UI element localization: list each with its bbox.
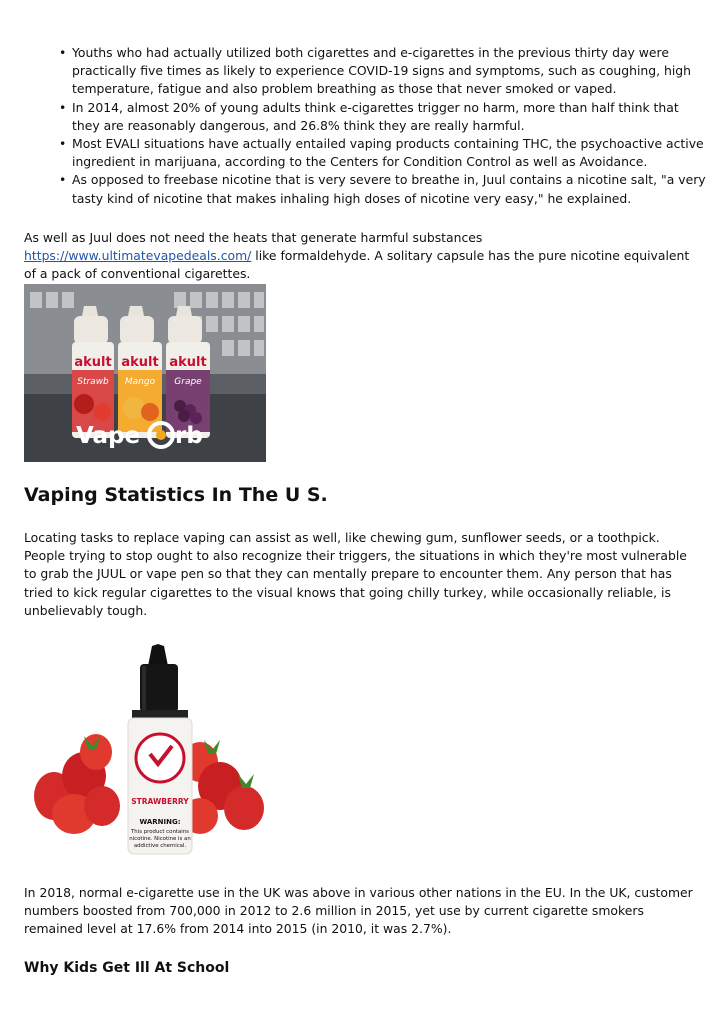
paragraph-uk-stats: In 2018, normal e-cigarette use in the UK was above in various other nations in the EU. In the UK, customer numbers boosted from 700,000 in 2012 to 2.6 million in 2015, yet use by current cigarette smokers remained level at 17.6% from 2014 into 2015 (in 2010, it was 2.7%). xyxy=(24,885,693,937)
section-heading: Why Kids Get Ill At School xyxy=(24,960,230,976)
paragraph-quitting: Locating tasks to replace vaping can assist as well, like chewing gum, sunflower seeds, or a toothpick. People trying to stop ought to also recognize their triggers, the situations in which they're most vulnerable to grab the JUUL or vape pen so that they can mentally prepare to encounter them. Any person that has tried to kick regular cigarettes to the visual knows that going chilly turkey, while occasionally reliable, is unbelievably tough. xyxy=(24,530,687,618)
bottle-brand-label: akult xyxy=(169,355,207,370)
bottle-brand-label: akult xyxy=(74,355,112,370)
bullet-list xyxy=(56,44,706,208)
list-item: • Most EVALI situations have actually entailed vaping products containing THC, the psychoactive active ingredient in marijuana, according to the Centers for Condition Control as well as Avoidance. xyxy=(56,135,706,171)
flavor-label: STRAWBERRY xyxy=(131,797,189,806)
list-item: • In 2014, almost 20% of young adults think e-cigarettes trigger no harm, more than half think that they are reasonably dangerous, and 26.8% think they are really harmful. xyxy=(56,99,706,135)
paragraph-juul-heat xyxy=(24,229,700,284)
vape-orb-logo xyxy=(76,423,203,449)
bottle-flavor-label: Grape xyxy=(174,377,202,387)
list-item: • As opposed to freebase nicotine that is very severe to breathe in, Juul contains a nicotine salt, "a very tasty kind of nicotine that makes inhaling high doses of nicotine very easy," he explained. xyxy=(56,171,706,207)
bottle-brand-label: akult xyxy=(121,355,159,370)
warning-line: This product contains xyxy=(131,829,189,835)
bottle-flavor-label: Mango xyxy=(124,377,156,387)
vape-orb-bottles-image xyxy=(24,284,266,462)
warning-line: addictive chemical. xyxy=(133,843,187,849)
bottle-flavor-label: Strawb xyxy=(77,377,109,387)
logo-text-rb: rb xyxy=(175,423,203,449)
strawberry-eliquid-image xyxy=(24,636,276,858)
paragraph-text: As well as Juul does not need the heats that generate harmful substances xyxy=(24,230,483,245)
warning-title: WARNING: xyxy=(139,818,181,826)
ultimatevapedeals-link[interactable]: https://www.ultimatevapedeals.com/ xyxy=(24,248,252,264)
bottle-strawberry xyxy=(72,306,114,438)
warning-line: nicotine. Nicotine is an xyxy=(129,836,191,842)
section-heading: Vaping Statistics In The U S. xyxy=(24,484,328,506)
logo-text-vape: Vape xyxy=(76,423,141,449)
paragraph-text: like formaldehyde. A solitary capsule has the pure nicotine equivalent of a pack of conventional cigarettes. xyxy=(24,248,690,282)
list-item: • Youths who had actually utilized both cigarettes and e-cigarettes in the previous thirty day were practically five times as likely to experience COVID-19 signs and symptoms, such as coughing, high temperature, fatigue and also problem breathing as those that never smoked or vaped. xyxy=(56,44,706,99)
